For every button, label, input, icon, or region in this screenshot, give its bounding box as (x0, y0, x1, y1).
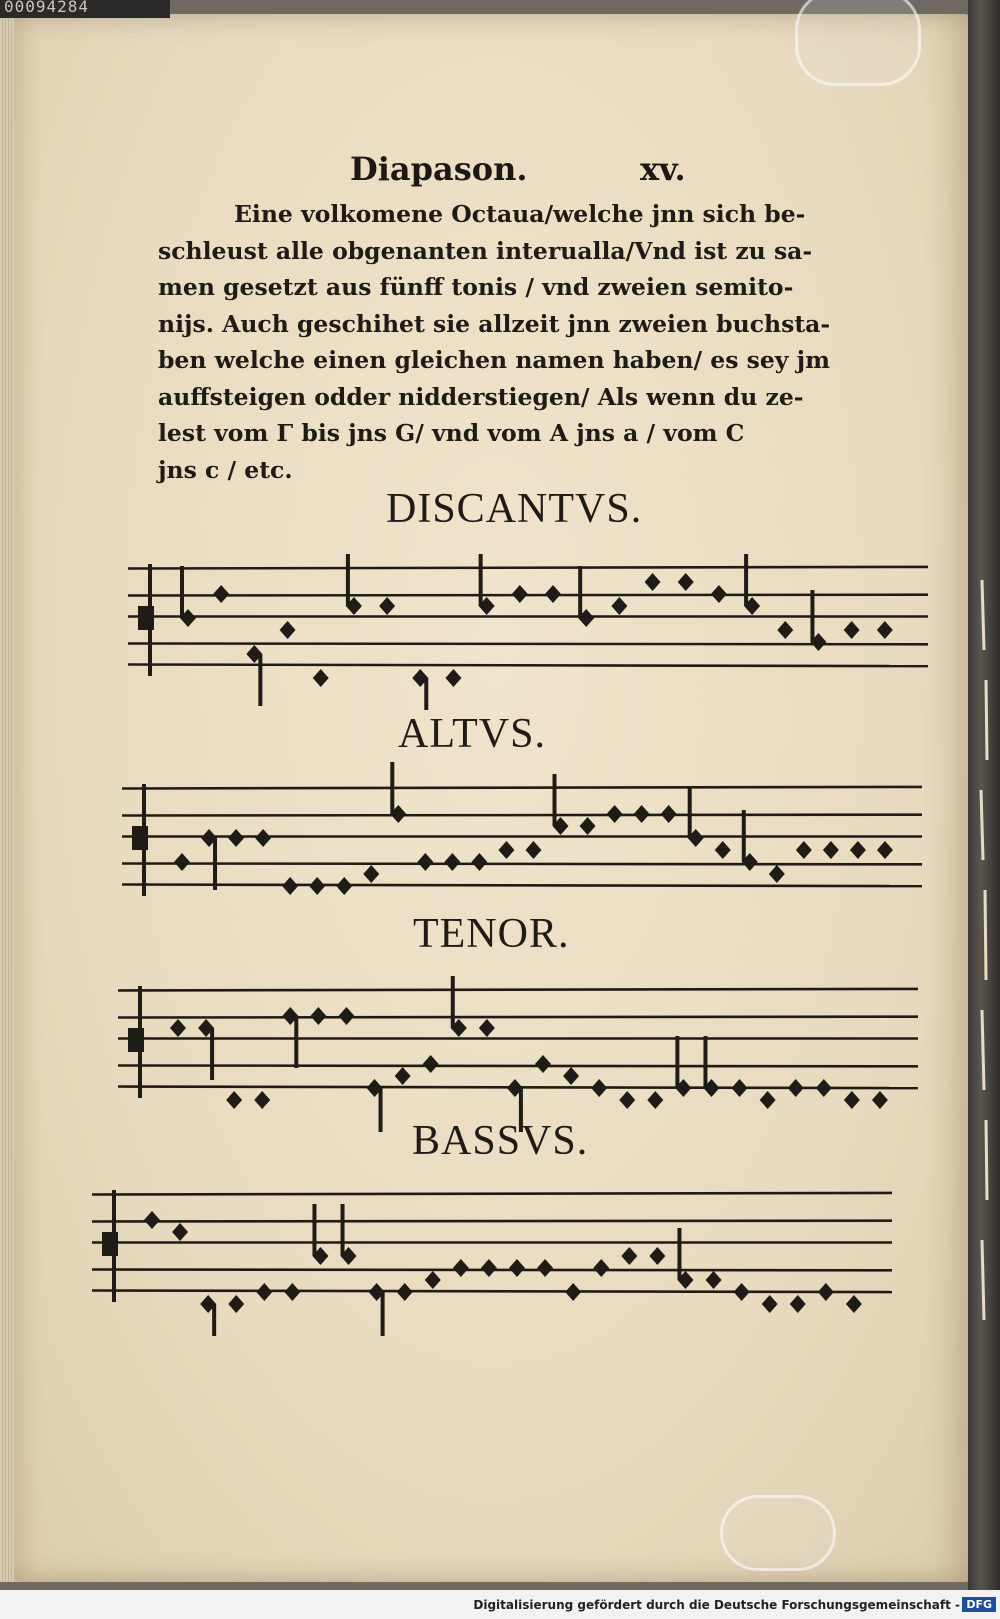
note-mark (341, 1204, 357, 1265)
note-mark (170, 1019, 186, 1037)
note-mark (877, 621, 893, 639)
note-mark (200, 1295, 216, 1336)
text-line: Eine volkomene Octaua/welche jnn sich be- (234, 200, 806, 228)
note-mark (363, 865, 379, 883)
note-mark (390, 762, 406, 823)
note-mark (677, 1228, 693, 1289)
note-mark (509, 1259, 525, 1277)
note-mark (535, 1055, 551, 1073)
note-mark (647, 1091, 663, 1109)
staff-discantus (128, 540, 928, 710)
note-mark (818, 1283, 834, 1301)
clef-icon (104, 1190, 116, 1302)
note-mark (417, 853, 433, 871)
voice-label-discantus: DISCANTVS. (386, 486, 643, 532)
note-mark (777, 621, 793, 639)
body-paragraph (158, 196, 888, 488)
staff-line (92, 1193, 892, 1195)
note-mark (563, 1067, 579, 1085)
note-mark (844, 621, 860, 639)
note-mark (445, 669, 461, 687)
note-mark (525, 841, 541, 859)
note-mark (228, 1295, 244, 1313)
clef-icon (134, 784, 146, 896)
scan-label-strip (0, 0, 170, 18)
facing-page-fragment (972, 560, 998, 1360)
note-mark (310, 1007, 326, 1025)
clef-icon (130, 986, 142, 1098)
staff-line (128, 567, 928, 569)
note-mark (678, 573, 694, 591)
staff-tenor (118, 962, 918, 1132)
text-line: auffsteigen odder nidderstiegen/ Als wenn du ze- (158, 382, 804, 411)
note-mark (201, 829, 217, 890)
staff-line (118, 989, 918, 991)
note-mark (412, 669, 428, 710)
text-line: ben welche einen gleichen namen haben/ es sey jm (158, 346, 831, 374)
staff-line (122, 864, 922, 865)
note-mark (823, 841, 839, 859)
note-mark (877, 841, 893, 859)
note-mark (762, 1295, 778, 1313)
note-mark (742, 810, 758, 871)
staff-line (128, 644, 928, 645)
note-mark (313, 669, 329, 687)
note-mark (645, 573, 661, 591)
note-mark (769, 865, 785, 883)
staff-bassus (92, 1166, 892, 1336)
note-mark (471, 853, 487, 871)
staff-line (122, 787, 922, 789)
note-mark (744, 554, 760, 615)
staff-notation (122, 760, 922, 930)
note-mark (481, 1259, 497, 1277)
note-mark (346, 554, 362, 615)
note-mark (593, 1259, 609, 1277)
staff-line (92, 1291, 892, 1293)
note-mark (619, 1091, 635, 1109)
note-mark (423, 1055, 439, 1073)
note-mark (734, 1283, 750, 1301)
note-mark (796, 841, 812, 859)
note-mark (711, 585, 727, 603)
staff-line (122, 815, 922, 816)
staff-line (118, 1066, 918, 1067)
note-mark (282, 877, 298, 895)
note-mark (174, 853, 190, 871)
note-mark (872, 1091, 888, 1109)
note-mark (226, 1091, 242, 1109)
running-header: Diapason. (350, 150, 528, 188)
note-mark (621, 1247, 637, 1265)
note-mark (591, 1079, 607, 1097)
note-mark (634, 805, 650, 823)
text-line: men gesetzt aus fünff tonis / vnd zweien semito- (158, 273, 794, 301)
staff-altus (122, 760, 922, 930)
clef-icon (140, 564, 152, 676)
note-mark (607, 805, 623, 823)
note-mark (228, 829, 244, 847)
note-mark (850, 841, 866, 859)
note-mark (479, 1019, 495, 1037)
note-mark (788, 1079, 804, 1097)
staff-line (122, 885, 922, 887)
staff-notation (118, 962, 918, 1132)
note-mark (732, 1079, 748, 1097)
note-mark (280, 621, 296, 639)
staff-line (92, 1221, 892, 1222)
voice-label-bassus: BASSVS. (412, 1118, 589, 1164)
note-mark (715, 841, 731, 859)
page-clip-top (795, 0, 921, 86)
folio-number: xv. (640, 150, 686, 188)
note-mark (846, 1295, 862, 1313)
dfg-logo: DFG (962, 1597, 996, 1612)
note-mark (545, 585, 561, 603)
note-mark (611, 597, 627, 615)
text-line: lest vom Γ bis jns G/ vnd vom A jns a / vom C (158, 419, 745, 447)
note-mark (254, 1091, 270, 1109)
note-mark (498, 841, 514, 859)
note-mark (213, 585, 229, 603)
footer-credit: Digitalisierung gefördert durch die Deutsche Forschungsgemeinschaft - (473, 1598, 960, 1612)
note-mark (844, 1091, 860, 1109)
voice-label-altus: ALTVS. (398, 711, 546, 757)
note-mark (284, 1283, 300, 1301)
staff-notation (128, 540, 928, 710)
scan-id: 00094284 (4, 0, 90, 16)
note-mark (451, 976, 467, 1037)
note-mark (790, 1295, 806, 1313)
voice-label-tenor: TENOR. (413, 911, 570, 957)
note-mark (255, 829, 271, 847)
text-line: schleust alle obgenanten interualla/Vnd ist zu sa- (158, 236, 813, 265)
note-mark (256, 1283, 272, 1301)
note-mark (379, 597, 395, 615)
note-mark (580, 817, 596, 835)
note-mark (706, 1271, 722, 1289)
note-mark (367, 1079, 383, 1132)
note-mark (537, 1259, 553, 1277)
note-mark (649, 1247, 665, 1265)
note-mark (397, 1283, 413, 1301)
text-line: nijs. Auch geschihet sie allzeit jnn zweien buchsta- (158, 309, 831, 338)
staff-line (128, 665, 928, 667)
note-mark (312, 1204, 328, 1265)
note-mark (369, 1283, 385, 1336)
note-mark (810, 590, 826, 651)
note-mark (246, 645, 262, 706)
text-line: jns c / etc. (158, 455, 293, 484)
note-mark (512, 585, 528, 603)
note-mark (198, 1019, 214, 1080)
note-mark (425, 1271, 441, 1289)
note-mark (336, 877, 352, 895)
note-mark (479, 554, 495, 615)
note-mark (816, 1079, 832, 1097)
staff-line (128, 595, 928, 596)
note-mark (453, 1259, 469, 1277)
page-clip-bottom (720, 1495, 836, 1571)
staff-line (118, 1017, 918, 1018)
note-mark (144, 1211, 160, 1229)
note-mark (395, 1067, 411, 1085)
note-mark (688, 786, 704, 847)
note-mark (565, 1283, 581, 1301)
note-mark (578, 566, 594, 627)
note-mark (553, 774, 569, 835)
note-mark (172, 1223, 188, 1241)
note-mark (338, 1007, 354, 1025)
note-mark (309, 877, 325, 895)
note-mark (760, 1091, 776, 1109)
note-mark (661, 805, 677, 823)
note-mark (444, 853, 460, 871)
staff-notation (92, 1166, 892, 1336)
